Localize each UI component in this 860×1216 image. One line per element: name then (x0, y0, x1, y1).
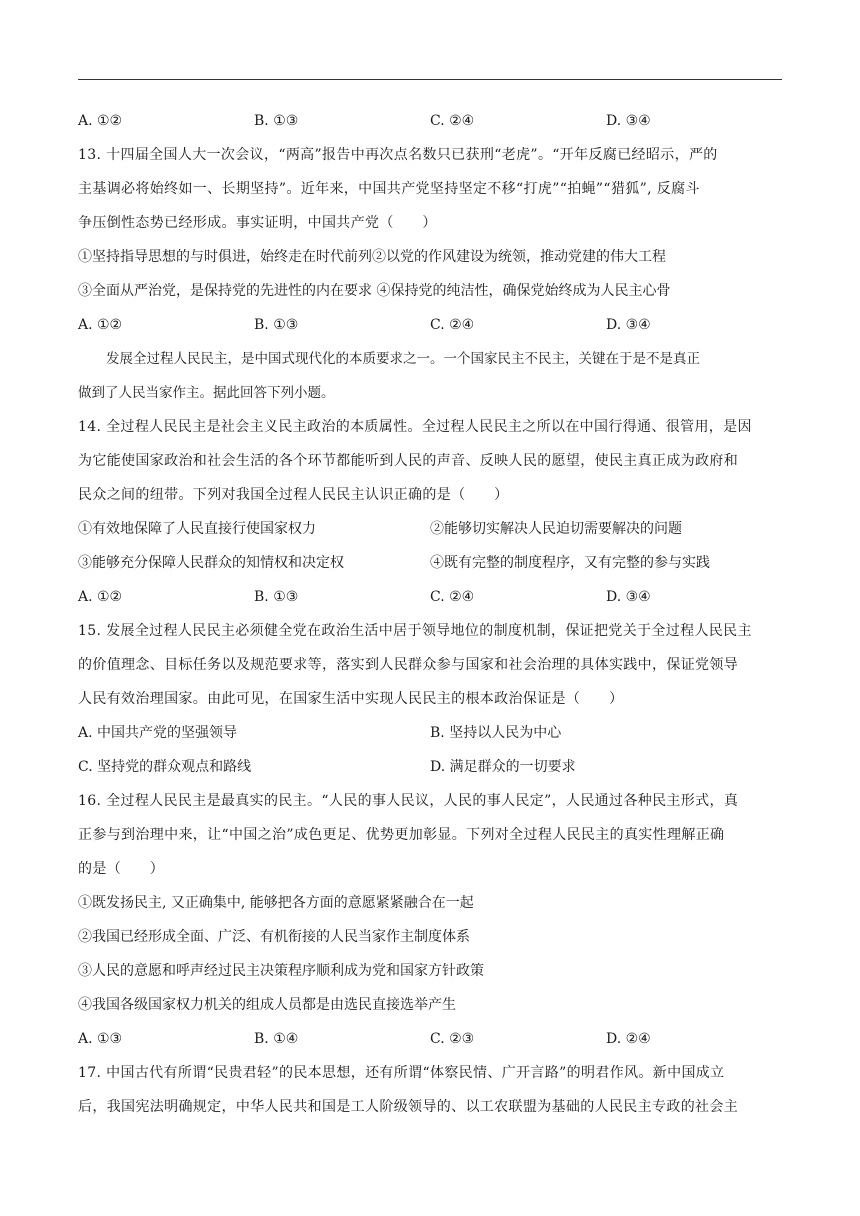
option-d[interactable]: D. ③④ (606, 317, 651, 333)
option-b[interactable]: B. ①④ (254, 1031, 299, 1047)
lead-passage-line: 发展全过程人民民主，是中国式现代化的本质要求之一。一个国家民主不民主，关键在于是不是真正 (106, 351, 700, 367)
option-a[interactable]: A. ①② (78, 589, 123, 605)
question-16-stem-line: 的是（ ） (78, 861, 165, 877)
question-14-stem-line: 民众之间的纽带。下列对我国全过程人民民主认识正确的是（ ） (78, 487, 509, 503)
option-a[interactable]: A. ①③ (78, 1031, 123, 1047)
question-14-stem-line: 14. 全过程人民民主是社会主义民主政治的本质属性。全过程人民民主之所以在中国行得通、很管用，是因 (78, 419, 752, 435)
question-13-statement: ①坚持指导思想的与时俱进，始终走在时代前列②以党的作风建设为统领，推动党建的伟大工程 (78, 249, 666, 265)
option-c[interactable]: C. ②④ (430, 589, 475, 605)
question-16-statement: ②我国已经形成全面、广泛、有机衔接的人民当家作主制度体系 (78, 929, 470, 945)
option-a[interactable]: A. ①② (78, 317, 123, 333)
question-14-statement: ①有效地保障了人民直接行使国家权力 (78, 521, 316, 537)
option-c[interactable]: C. ②④ (430, 317, 475, 333)
option-a[interactable]: A. ①② (78, 113, 123, 129)
exam-content (78, 104, 782, 1124)
question-14-statement: ②能够切实解决人民迫切需要解决的问题 (430, 521, 682, 537)
question-15-options-row (78, 750, 782, 784)
question-16-stem-line: 16. 全过程人民民主是最真实的民主。“人民的事人民议，人民的事人民定”，人民通过各种民主形式，真 (78, 793, 739, 809)
question-13-stem-line: 争压倒性态势已经形成。事实证明，中国共产党（ ） (78, 215, 437, 231)
option-c[interactable]: C. ②③ (430, 1031, 475, 1047)
question-16-statement: ①既发扬民主, 又正确集中, 能够把各方面的意愿紧紧融合在一起 (78, 895, 474, 911)
header-rule (78, 79, 782, 80)
question-14-statement-row (78, 546, 782, 580)
lead-passage (78, 342, 782, 410)
option-b[interactable]: B. ①③ (254, 113, 299, 129)
option-d[interactable]: D. ②④ (606, 1031, 651, 1047)
option-d[interactable]: D. ③④ (606, 113, 651, 129)
question-16-stem-line: 正参与到治理中来，让“中国之治”成色更足、优势更加彰显。下列对全过程人民民主的真实性理解正确 (78, 827, 725, 843)
question-16-statement: ④我国各级国家权力机关的组成人员都是由选民直接选举产生 (78, 997, 456, 1013)
option-b[interactable]: B. 坚持以人民为中心 (430, 725, 562, 741)
question-13-statement: ③全面从严治党，是保持党的先进性的内在要求 ④保持党的纯洁性，确保党始终成为人民主心骨 (78, 283, 671, 299)
question-14-stem-line: 为它能使国家政治和社会生活的各个环节都能听到人民的声音、反映人民的愿望，使民主真正成为政府和 (78, 453, 739, 469)
question-15 (78, 614, 782, 784)
question-16 (78, 784, 782, 1056)
question-15-stem-line: 15. 发展全过程人民民主必须健全党在政治生活中居于领导地位的制度机制，保证把党关于全过程人民民主 (78, 623, 752, 639)
option-a[interactable]: A. 中国共产党的坚强领导 (78, 725, 238, 741)
question-13-stem-line: 主基调必将始终如一、长期坚持”。近年来，中国共产党坚持坚定不移“打虎”“拍蝇”“猎狐”, 反腐斗 (78, 181, 700, 197)
question-15-options-row (78, 716, 782, 750)
option-d[interactable]: D. 满足群众的一切要求 (430, 759, 576, 775)
question-15-stem-line: 人民有效治理国家。由此可见，在国家生活中实现人民民主的根本政治保证是（ ） (78, 691, 624, 707)
question-14-options (78, 580, 782, 614)
question-13-stem-line: 13. 十四届全国人大一次会议，“两高”报告中再次点名数只已获刑“老虎”。“开年反腐已经昭示，严的 (78, 147, 718, 163)
question-17 (78, 1056, 782, 1124)
question-17-stem-line: 17. 中国古代有所谓“民贵君轻”的民本思想，还有所谓“体察民情、广开言路”的明君作风。新中国成立 (78, 1065, 725, 1081)
option-b[interactable]: B. ①③ (254, 589, 299, 605)
option-d[interactable]: D. ③④ (606, 589, 651, 605)
question-16-statement: ③人民的意愿和呼声经过民主决策程序顺利成为党和国家方针政策 (78, 963, 484, 979)
question-14-statement: ③能够充分保障人民群众的知情权和决定权 (78, 555, 344, 571)
question-15-stem-line: 的价值理念、目标任务以及规范要求等，落实到人民群众参与国家和社会治理的具体实践中，保证党领导 (78, 657, 739, 673)
lead-passage-line: 做到了人民当家作主。据此回答下列小题。 (78, 385, 335, 401)
question-13 (78, 138, 782, 342)
option-b[interactable]: B. ①③ (254, 317, 299, 333)
prev-question-options (78, 104, 782, 138)
question-14-statement-row (78, 512, 782, 546)
question-14-statement: ④既有完整的制度程序，又有完整的参与实践 (430, 555, 710, 571)
question-17-stem-line: 后，我国宪法明确规定，中华人民共和国是工人阶级领导的、以工农联盟为基础的人民民主专政的社会主 (78, 1099, 739, 1115)
option-c[interactable]: C. 坚持党的群众观点和路线 (78, 759, 252, 775)
option-c[interactable]: C. ②④ (430, 113, 475, 129)
question-13-options (78, 308, 782, 342)
question-16-options (78, 1022, 782, 1056)
question-14 (78, 410, 782, 614)
